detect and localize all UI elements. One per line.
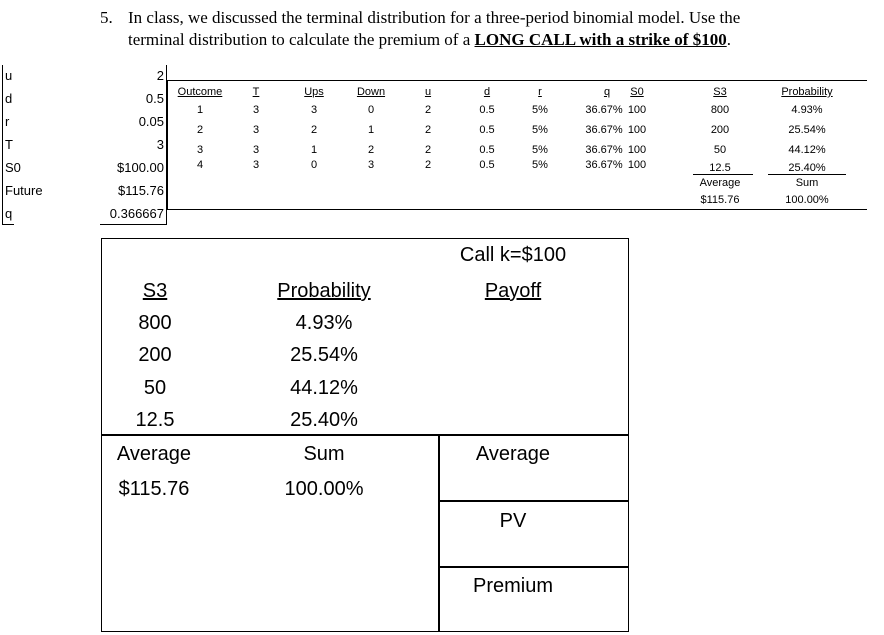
table-cell: 44.12% xyxy=(788,144,826,156)
table-cell: 3 xyxy=(252,159,260,171)
box-average-label: Average xyxy=(116,443,192,465)
table-cell: 100 xyxy=(627,144,647,156)
table-sum-label: Sum xyxy=(795,177,819,189)
table-cell: 0 xyxy=(310,159,318,171)
table-cell: 25.54% xyxy=(788,124,826,136)
table-cell: 1 xyxy=(367,124,375,136)
table-cell: 1 xyxy=(310,144,318,156)
table-average-value: $115.76 xyxy=(700,194,740,206)
call-payoff-header: Payoff xyxy=(484,280,542,302)
table-cell: 0.5 xyxy=(479,124,495,136)
box-s3-value: 12.5 xyxy=(135,409,175,431)
param-label-r: r xyxy=(5,114,10,129)
header-q: q xyxy=(603,86,611,98)
box-s3-value: 800 xyxy=(138,312,172,334)
table-average-label: Average xyxy=(699,177,741,189)
param-value-q: 0.366667 xyxy=(109,206,164,221)
table-cell: 3 xyxy=(252,124,260,136)
header-d: d xyxy=(483,86,491,98)
table-cell: 2 xyxy=(424,144,432,156)
table-cell: 36.67% xyxy=(585,104,623,116)
param-value-u: 2 xyxy=(156,68,164,83)
table-cell: 3 xyxy=(310,104,318,116)
table-cell: 5% xyxy=(532,124,548,136)
table-cell: 3 xyxy=(252,104,260,116)
table-cell: 2 xyxy=(196,124,204,136)
header-t: T xyxy=(252,86,260,98)
table-cell: 3 xyxy=(367,159,375,171)
table-cell: 36.67% xyxy=(585,159,623,171)
box-sum-value: 100.00% xyxy=(284,478,364,500)
table-cell: 100 xyxy=(627,124,647,136)
box-prob-value: 4.93% xyxy=(295,312,353,334)
header-s0: S0 xyxy=(630,86,644,98)
param-label-u: u xyxy=(5,68,13,83)
box-s3-value: 200 xyxy=(138,344,172,366)
question-line-1: In class, we discussed the terminal distribution for a three-period binomial model. Use the xyxy=(128,8,741,27)
header-outcome: Outcome xyxy=(177,86,223,98)
param-label-q: q xyxy=(5,206,13,221)
question-emphasis: LONG CALL with a strike of $100 xyxy=(474,30,727,49)
table-cell: 36.67% xyxy=(585,124,623,136)
header-s3: S3 xyxy=(713,86,727,98)
table-cell: 0.5 xyxy=(479,104,495,116)
table-cell: 2 xyxy=(424,124,432,136)
table-cell: 5% xyxy=(532,159,548,171)
table-cell: 0 xyxy=(367,104,375,116)
param-value-r: 0.05 xyxy=(138,114,164,129)
header-ups: Ups xyxy=(304,86,324,98)
question-line-2 xyxy=(128,30,731,50)
param-value-d: 0.5 xyxy=(145,91,164,106)
param-value-future: $115.76 xyxy=(117,183,164,198)
box-prob-value: 44.12% xyxy=(290,377,358,399)
table-cell: 0.5 xyxy=(479,159,495,171)
header-u: u xyxy=(424,86,432,98)
question-line-2-suffix: . xyxy=(726,30,731,49)
table-cell: 100 xyxy=(627,104,647,116)
table-cell: 0.5 xyxy=(479,144,495,156)
box-s3-value: 50 xyxy=(143,377,167,399)
table-cell: 2 xyxy=(424,104,432,116)
table-cell: 3 xyxy=(252,144,260,156)
box-prob-value: 25.40% xyxy=(290,409,358,431)
question-number: 5. xyxy=(100,8,113,27)
table-cell: 25.40% xyxy=(788,162,826,174)
param-label-s0: S0 xyxy=(5,160,21,175)
param-value-t: 3 xyxy=(156,137,164,152)
table-cell: 50 xyxy=(713,144,727,156)
param-label-future: Future xyxy=(5,183,43,198)
param-label-t: T xyxy=(5,137,13,152)
table-cell: 800 xyxy=(710,104,730,116)
table-cell: 4.93% xyxy=(791,104,823,116)
box-probability-header: Probability xyxy=(277,280,371,302)
param-label-d: d xyxy=(5,91,13,106)
table-cell: 12.5 xyxy=(709,162,731,174)
param-value-s0: $100.00 xyxy=(117,160,164,175)
header-r: r xyxy=(538,86,542,98)
right-pv-label: PV xyxy=(499,510,527,532)
table-cell: 2 xyxy=(310,124,318,136)
call-title: Call k=$100 xyxy=(459,244,567,266)
right-average-label: Average xyxy=(475,443,551,465)
table-cell: 2 xyxy=(367,144,375,156)
table-cell: 5% xyxy=(532,104,548,116)
table-cell: 100 xyxy=(627,159,647,171)
box-prob-value: 25.54% xyxy=(290,344,358,366)
table-cell: 4 xyxy=(196,159,204,171)
table-sum-value: 100.00% xyxy=(785,194,829,206)
header-down: Down xyxy=(356,86,386,98)
table-cell: 3 xyxy=(196,144,204,156)
question-line-2-prefix: terminal distribution to calculate the premium of a xyxy=(128,30,475,49)
table-cell: 200 xyxy=(710,124,730,136)
box-sum-label: Sum xyxy=(303,443,345,465)
right-premium-label: Premium xyxy=(472,575,553,597)
table-cell: 1 xyxy=(196,104,204,116)
header-probability: Probability xyxy=(781,86,833,98)
box-average-value: $115.76 xyxy=(118,478,190,500)
box-s3-header: S3 xyxy=(142,280,168,302)
table-cell: 36.67% xyxy=(585,144,623,156)
table-cell: 2 xyxy=(424,159,432,171)
table-cell: 5% xyxy=(532,144,548,156)
